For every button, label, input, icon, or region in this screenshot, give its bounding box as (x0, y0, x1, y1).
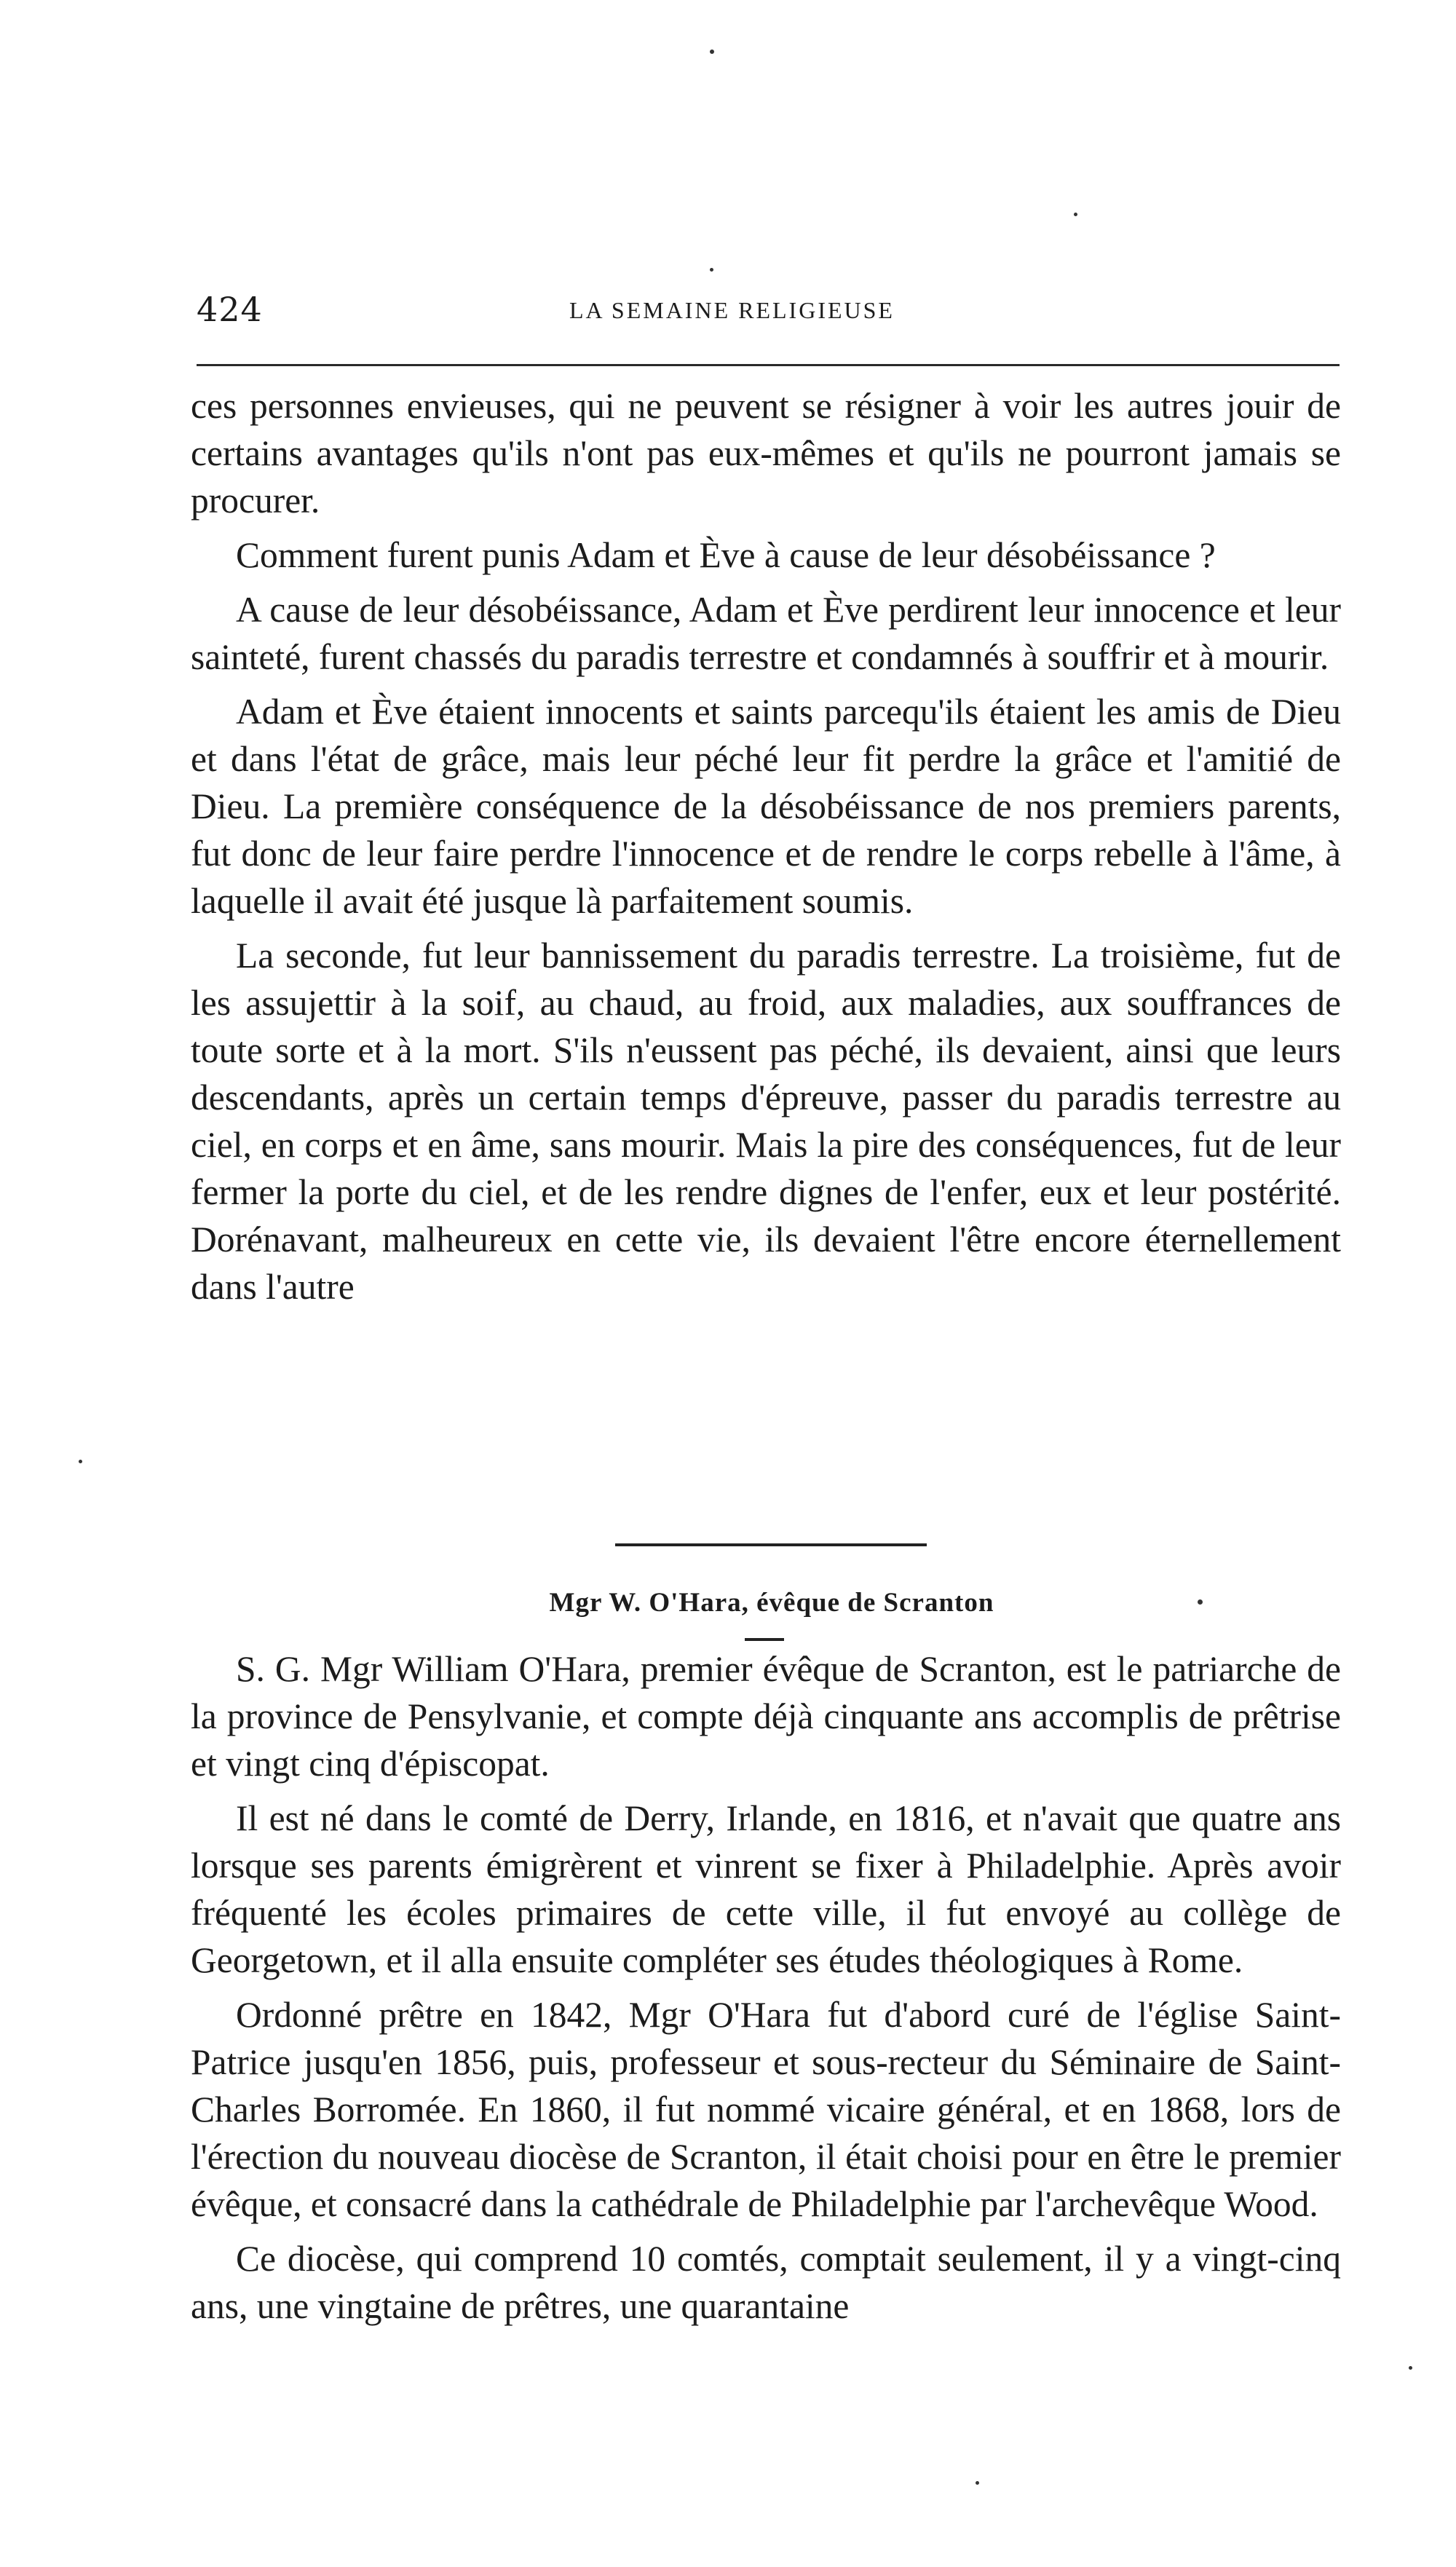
paragraph: Ce diocèse, qui comprend 10 comtés, comptait seulement, il y a vingt-cinq ans, une vingtaine de prêtres, une quarantaine (191, 2239, 1341, 2326)
biography-section (191, 1645, 1341, 2337)
scan-speck (79, 1460, 82, 1463)
answer-paragraph: A cause de leur désobéissance, Adam et Ève perdirent leur innocence et leur sainteté, furent chassés du paradis terrestre et condamnés à souffrir et à mourir. (191, 590, 1341, 677)
paragraph: Ordonné prêtre en 1842, Mgr O'Hara fut d'abord curé de l'église Saint-Patrice jusqu'en 1856, puis, professeur et sous-recteur du Séminaire de Saint-Charles Borromée. En 1860, il fut nommé vicaire général, et en 1868, lors de l'érection du nouveau diocèse de Scranton, il était choisi pour en être le premier évêque, et consacré dans la cathédrale de Philadelphie par l'archevêque Wood. (191, 1995, 1341, 2224)
scan-speck (1409, 2366, 1412, 2370)
running-title: LA SEMAINE RELIGIEUSE (569, 297, 895, 323)
catechism-section (191, 382, 1341, 1318)
paragraph: S. G. Mgr William O'Hara, premier évêque de Scranton, est le patriarche de la province de Pensylvanie, et compte déjà cinquante ans accomplis de prêtrise et vingt cinq d'épiscopat. (191, 1649, 1341, 1784)
paragraph: Il est né dans le comté de Derry, Irlande, en 1816, et n'avait que quatre ans lorsque ses parents émigrèrent et vinrent se fixer à Philadelphie. Après avoir fréquenté les écoles primaires de cette ville, il fut envoyé au collège de Georgetown, et il alla ensuite compléter ses études théologiques à Rome. (191, 1798, 1341, 1980)
page-header (197, 290, 1340, 333)
header-rule (197, 364, 1340, 366)
scan-speck (976, 2481, 979, 2485)
section-heading: Mgr W. O'Hara, évêque de Scranton (549, 1588, 994, 1618)
page-number: 424 (197, 290, 263, 329)
scan-speck (1074, 213, 1077, 216)
paragraph: ces personnes envieuses, qui ne peuvent se résigner à voir les autres jouir de certains avantages qu'ils n'ont pas eux-mêmes et qu'ils ne pourront jamais se procurer. (191, 386, 1341, 521)
scan-speck (710, 268, 713, 272)
paragraph: Adam et Ève étaient innocents et saints parcequ'ils étaient les amis de Dieu et dans l'état de grâce, mais leur péché leur fit perdre la grâce et l'amitié de Dieu. La première conséquence de la désobéissance de nos premiers parents, fut donc de leur faire perdre l'innocence et de rendre le corps rebelle à l'âme, à laquelle il avait été jusque là parfaitement soumis. (191, 692, 1341, 921)
scan-speck (710, 50, 714, 54)
scan-speck (1198, 1599, 1203, 1605)
paragraph: La seconde, fut leur bannissement du paradis terrestre. La troisième, fut de les assujettir à la soif, au chaud, au froid, aux maladies, aux souffrances de toute sorte et à la mort. S'ils n'eussent pas péché, ils devaient, ainsi que leurs descendants, après un certain temps d'épreuve, passer du paradis terrestre au ciel, en corps et en âme, sans mourir. Mais la pire des conséquences, fut de leur fermer la porte du ciel, et de les rendre dignes de l'enfer, eux et leur postérité. Dorénavant, malheureux en cette vie, ils devaient l'être encore éternellement dans l'autre (191, 936, 1341, 1307)
section-separator-rule (615, 1543, 927, 1546)
question-paragraph: Comment furent punis Adam et Ève à cause de leur désobéissance ? (236, 535, 1216, 575)
heading-dash-rule (745, 1638, 784, 1641)
